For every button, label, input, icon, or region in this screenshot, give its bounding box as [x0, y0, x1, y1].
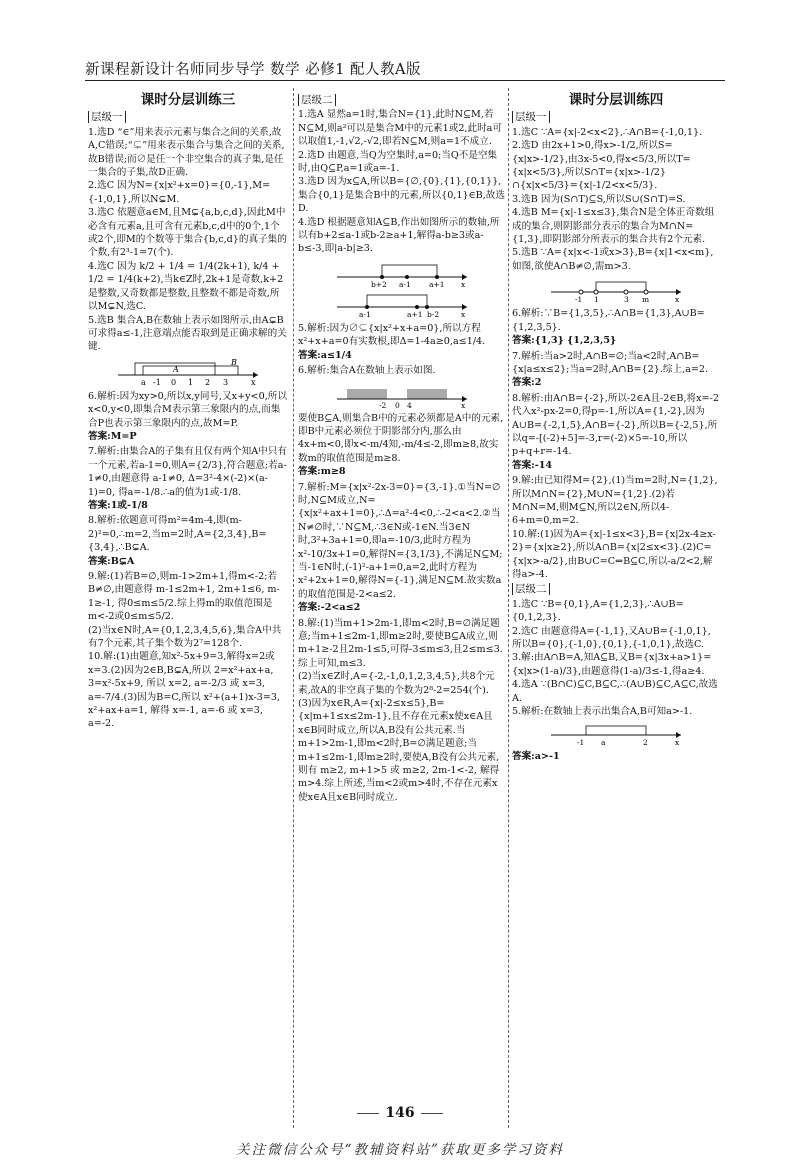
number-line-figure: [298, 381, 506, 409]
tick-label: 4: [407, 400, 412, 409]
exercise-item: 6.解析:因为xy>0,所以x,y同号,又x+y<0,所以x<0,y<0,即集合M表示第三象限内的点,而集合P也表示第三象限内的点,故M=P.: [88, 390, 287, 429]
exercise-item: 8.解:(1)当m+1>2m-1,即m<2时,B=∅满足题意;当m+1≤2m-1,即m≥2时,要使B⊆A成立,则m+1≥-2且2m-1≤5,可得-3≤m≤3,且2≤m≤3.综上可知,m≤3.: [298, 617, 503, 669]
tick-label: b-2: [427, 309, 440, 319]
column-2: [298, 92, 506, 804]
exercise-item: 3.解:由A∩B=A,知A⊆B,又B={x|3x+a>1}={x|x>(1-a)/3},由题意得(1-a)/3≤-1,得a≥4.: [512, 652, 712, 677]
exercise-item: 3.选C 依题意a∈M,且M⊊{a,b,c,d},因此M中必含有元素a,且可含有元素b,c,d中的0个,1个或2个,即M的个数等于集合{b,c,d}的真子集的个数,有2³-1=7(个).: [88, 207, 287, 259]
segment-label: A: [173, 364, 179, 374]
exercise-item: (2)当x∈N时,A={0,1,2,3,4,5,6},集合A中共有7个元素,其子集个数为2⁷=128个.: [88, 624, 282, 650]
tick-label: 3: [223, 377, 229, 387]
answer: 答案:1或-1/8: [88, 499, 148, 511]
tick-label: 2: [205, 377, 211, 387]
exercise-item: 7.解析:由集合A的子集有且仅有两个知A中只有一个元素,若a-1=0,则A={2/3},符合题意;若a-1≠0,由题意得 a-1≠0, Δ=3²-4×(-2)×(a-1)=0, 得a=-1/8.∴a的值为1或-1/8.: [88, 446, 287, 498]
exercise-item: 3.选B 因为(S∩T)⊆S,所以S∪(S∩T)=S.: [512, 193, 686, 205]
tick-label: 2: [643, 738, 648, 748]
exercise-item: 10.解:(1)由题意,知x²-5x+9=3,解得x=2或x=3.(2)因为2∈B,B⊊A,所以 2=x²+ax+a, 3=x²-5x+9, 所以 x=2, a=-2/3 或 x=3, a=-7/4.(3)因为B=C,所以 x²+(a+1)x-3=3, x²+ax+a=1, 解得 x=-1, a=-6 或 x=3, a=-2.: [88, 651, 281, 730]
number-line-figure: [88, 357, 288, 387]
tick-label: m: [642, 295, 650, 305]
exercise-item: 7.解析:M={x|x²-2x-3=0}={3,-1}.①当N=∅时,N⊆M成立,N={x|x²+ax+1=0},∴Δ=a²-4<0,∴-2<a<2.②当N≠∅时,∵N⊆M,∴3∈N或-1∈N.当3∈N时,3²+3a+1=0,即a=-10/3,此时方程为x²-10/3x+1=0,解得N={3,1/3},不满足N⊆M;当-1∈N时,(-1)²-a+1=0,a=2,此时方程为x²+2x+1=0,解得N={-1},满足N⊆M.故实数a的取值范围是-2<a≤2.: [298, 481, 503, 600]
answer: 答案:a≤1/4: [298, 349, 352, 361]
exercise-item: 10.解:(1)因为A={x|-1≤x<3},B={x|2x-4≥x-2}={x|x≥2},所以A∩B={x|2≤x<3}.(2)C={x|x>-a/2},由B∪C=C⇔B⊆C,所以-a/2<2,解得a>-4.: [512, 528, 716, 580]
tick-label: x: [461, 279, 466, 289]
tick-label: 3: [624, 295, 629, 305]
tick-label: a+1: [407, 309, 423, 319]
tick-label: a: [601, 738, 606, 748]
tick-label: -1: [577, 738, 585, 748]
exercise-item: 1.选D “∈”用来表示元素与集合之间的关系,故A,C错误;“⊊”用来表示集合与集合之间的关系,故B错误;而∅是任一个非空集合的真子集,是任一集合的子集,故D正确.: [88, 126, 285, 179]
section-title: 课时分层训练三: [140, 92, 236, 108]
number-line-figure: [298, 259, 506, 319]
segment-label: B: [231, 357, 237, 367]
answer: 答案:m≥8: [298, 466, 346, 478]
answer: 答案:{1,3} {1,2,3,5}: [512, 335, 617, 347]
number-line-figure: [512, 276, 720, 304]
tick-label: -1: [153, 377, 161, 387]
tick-label: -1: [575, 295, 583, 305]
exercise-item: 2.选C 因为N={x|x²+x=0}={0,-1},M={-1,0,1},所以N⊊M.: [88, 180, 271, 205]
answer: 答案:a>-1: [512, 751, 560, 763]
tick-label: b+2: [371, 279, 387, 289]
column-divider: [293, 88, 294, 1128]
tick-label: 0: [395, 400, 400, 409]
exercise-item: 8.解析:依题意可得m²=4m-4,即(m-2)²=0,∴m=2,当m=2时,A={2,3,4},B={3,4},∴B⊊A.: [88, 515, 267, 554]
tick-label: x: [251, 377, 256, 387]
exercise-item: 7.解析:当a>2时,A∩B=∅;当a<2时,A∩B={x|a≤x≤2};当a=2时,A∩B={2}.综上,a=2.: [512, 350, 709, 375]
exercise-item: 5.选B 集合A,B在数轴上表示如图所示,由A⊊B可求得a≤-1,注意端点能否取到是正确求解的关键.: [88, 314, 287, 353]
exercise-item: 3.选D 因为x⊆A,所以B={∅,{0},{1},{0,1}},集合{0,1}是集合B中的元素,所以{0,1}∈B,故选D.: [298, 176, 505, 215]
page-number: 146: [0, 1105, 800, 1121]
level-heading: 层级一: [512, 111, 720, 124]
tick-label: 1: [188, 377, 194, 387]
tick-label: -2: [379, 400, 387, 409]
answer: 答案:B⊊A: [88, 555, 135, 567]
exercise-item: 1.选C ∵A={x|-2<x<2},∴A∩B={-1,0,1}.: [512, 126, 703, 138]
running-header: 新课程新设计名师同步导学 数学 必修1 配人教A版: [85, 62, 422, 78]
level-heading: 层级一: [88, 111, 288, 124]
answer: 答案:2: [512, 377, 542, 389]
tick-label: x: [461, 309, 466, 319]
exercise-item: (2)当x∈Z时,A={-2,-1,0,1,2,3,4,5},共8个元素,故A的非空真子集的个数为2⁸-2=254(个).: [298, 671, 495, 696]
exercise-item: 9.解:由已知得M={2},(1)当m=2时,N={1,2},所以M∩N={2},M∪N={1,2}.(2)若M∩N=M,则M⊆N,所以2∈N,所以4-6+m=0,m=2.: [512, 475, 718, 527]
exercise-item: 4.选B M={x|-1≤x≤3},集合N是全体正奇数组成的集合,则阴影部分表示的集合为M∩N={1,3},即阴影部分所表示的集合共有2个元素.: [512, 207, 715, 246]
tick-label: x: [675, 738, 680, 748]
column-divider: [508, 88, 509, 1128]
exercise-item: 1.选C ∵B={0,1},A={1,2,3},∴A∪B={0,1,2,3}.: [512, 598, 684, 624]
exercise-item: 9.解:(1)若B=∅,则m-1>2m+1,得m<-2;若B≠∅,由题意得 m-1≤2m+1, 2m+1≤6, m-1≥-1, 得0≤m≤5/2.综上得m的取值范围是m<-2或0≤m≤5/2.: [88, 571, 280, 623]
tick-label: a-1: [399, 279, 411, 289]
header-rule: [85, 80, 725, 81]
number-line-figure: [512, 721, 720, 747]
exercise-item: 2.选D 由题意,当Q为空集时,a=0;当Q不是空集时,由Q⊆P,a=1或a=-1.: [298, 149, 498, 175]
tick-label: 1: [594, 295, 599, 305]
exercise-item: (3)因为x∈R,A={x|-2≤x≤5},B={x|m+1≤x≤2m-1},且不存在元素x使x∈A且x∈B同时成立,所以A,B没有公共元素.当m+1>2m-1,即m<2时,B=∅满足题意;当m+1≤2m-1,即m≥2时,要使A,B没有公共元素,则有 m≥2, m+1>5 或 m≥2, 2m-1<-2, 解得m>4.综上所述,当m<2或m>4时,不存在元素x使x∈A且x∈B同时成立.: [298, 698, 500, 803]
column-1: [88, 92, 288, 731]
exercise-item: 6.解析:∵B={1,3,5},∴A∩B={1,3},A∪B={1,2,3,5}.: [512, 308, 705, 333]
exercise-item: 2.选C 由题意得A={-1,1},又A∪B={-1,0,1},所以B={0},{-1,0},{0,1},{-1,0,1},故选C.: [512, 625, 711, 651]
exercise-item: 8.解析:由A∩B={-2},所以-2∈A且-2∈B,将x=-2代入x²-px-2=0,得p=-1,所以A={1,-2},因为A∪B={-2,1,5},A∩B={-2},所以B={-2,5},所以q=-[(-2)+5]=-3,r=(-2)×5=-10,所以p+q+r=-14.: [512, 392, 719, 458]
tick-label: 0: [171, 377, 177, 387]
section-title: 课时分层训练四: [568, 92, 664, 108]
exercise-item: 1.选A 显然a=1时,集合N={1},此时N⊆M,若N⊆M,则a²可以是集合M中的元素1或2,此时a可以取值1,-1,√2,-√2,即若N⊆M,则a=1不成立.: [298, 109, 502, 148]
exercise-item: 4.选C 因为 k/2 + 1/4 = 1/4(2k+1), k/4 + 1/2 = 1/4(k+2),当k∈Z时,2k+1是奇数,k+2是整数,又奇数都是整数,且整数不都是奇数,所以M⊊N,选C.: [88, 260, 284, 313]
column-3: [512, 92, 720, 766]
answer: 答案:-14: [512, 459, 553, 471]
tick-label: x: [461, 400, 466, 409]
answer: 答案:M=P: [88, 430, 137, 442]
exercise-item: 2.选D 由2x+1>0,得x>-1/2,所以S={x|x>-1/2},由3x-5<0,得x<5/3,所以T={x|x<5/3},所以S∩T={x|x>-1/2}∩{x|x<5/3}={x|-1/2<x<5/3}.: [512, 140, 691, 192]
level-heading: 层级二: [512, 583, 720, 596]
tick-label: x: [675, 295, 680, 305]
tick-label: a-1: [359, 309, 371, 319]
exercise-item: 5.解析:在数轴上表示出集合A,B可知a>-1.: [512, 706, 693, 718]
answer: 答案:-2<a≤2: [298, 602, 361, 614]
footer-note: 关注微信公众号“教辅资料站”获取更多学习资料: [236, 1142, 564, 1158]
exercise-item: 5.选B ∵A={x|x<-1或x>3},B={x|1<x<m},如图,欲使A∩B≠∅,需m>3.: [512, 247, 714, 272]
level-heading: 层级二: [298, 94, 506, 107]
exercise-item: 要使B⊆A,则集合B中的元素必须都是A中的元素,即B中元素必须位于阴影部分内,那么由4x+m<0,即x<-m/4知,-m/4≤-2,即m≥8,故实数m的取值范围是m≥8.: [298, 412, 504, 464]
exercise-item: 5.解析:因为∅⊊{x|x²+x+a=0},所以方程x²+x+a=0有实数根,即Δ=1-4a≥0,a≤1/4.: [298, 322, 486, 348]
exercise-item: 4.选A ∵(B∩C)⊆C,B⊆C,∴(A∪B)⊆C,A⊆C,故选A.: [512, 679, 718, 704]
tick-label: a: [141, 377, 146, 387]
exercise-item: 4.选D 根据题意知A⊆B,作出如图所示的数轴,所以有b+2≤a-1或b-2≥a+1,解得a-b≥3或a-b≤-3,即|a-b|≥3.: [298, 216, 500, 255]
tick-label: a+1: [429, 279, 445, 289]
exercise-item: 6.解析:集合A在数轴上表示如图.: [298, 365, 436, 377]
